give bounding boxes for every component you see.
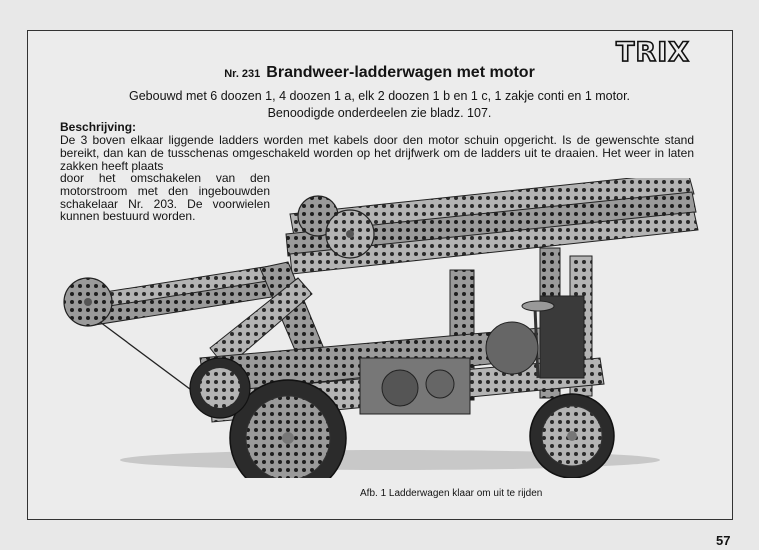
figure-caption: Afb. 1 Ladderwagen klaar om uit te rijden bbox=[360, 488, 543, 499]
description-heading: Beschrijving: bbox=[60, 120, 137, 134]
brand-logo: TRIX bbox=[616, 37, 691, 68]
description-paragraph-continued: door het omschakelen van den motorstroom met den ingebouwden schakelaar Nr. 203. De voorwielen kunnen bestuurd worden. bbox=[60, 171, 270, 224]
description-paragraph: De 3 boven elkaar liggende ladders worden met kabels door den motor schuin opgericht. Is de gewenschte stand bereikt, dan kan de tusschenas omgeschakeld worden op het drijfwerk om de ladders uit te draaien. Het weer in laten zakken heeft plaats bbox=[60, 133, 694, 173]
parts-reference-line: Benoodigde onderdeelen zie bladz. 107. bbox=[267, 106, 492, 120]
model-name: Brandweer-ladderwagen met motor bbox=[266, 64, 535, 81]
parts-line: Gebouwd met 6 doozen 1, 4 doozen 1 a, elk 2 doozen 1 b en 1 c, 1 zakje conti en 1 motor. bbox=[128, 89, 631, 103]
page-number: 57 bbox=[716, 533, 731, 548]
model-number: Nr. 231 bbox=[224, 68, 261, 80]
ladder-truck-illustration bbox=[60, 178, 700, 478]
page-title bbox=[0, 63, 759, 84]
